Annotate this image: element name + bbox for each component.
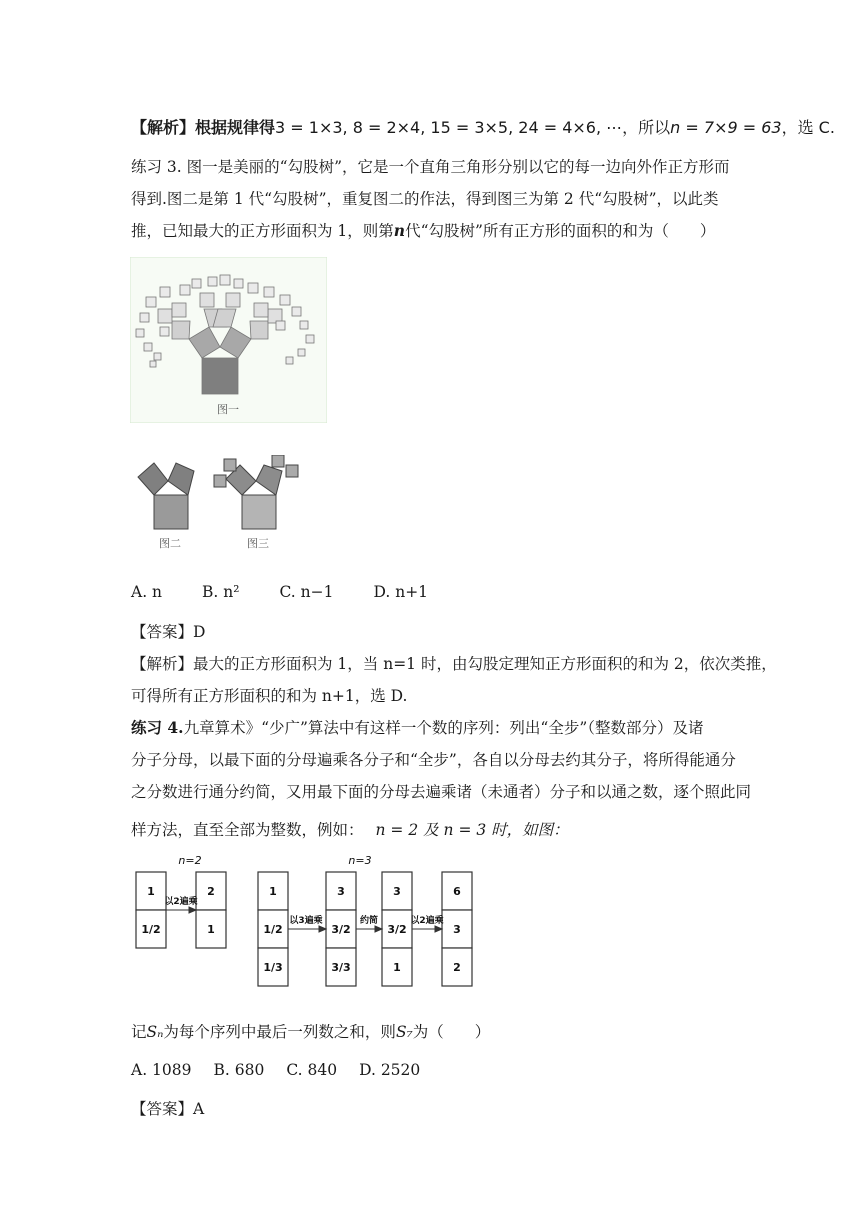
- ex3-analysis-1: 【解析】最大的正方形面积为 1，当 n=1 时，由勾股定理知正方形面积的和为 2，依次类推，: [131, 655, 777, 673]
- col-f-cell-2: 3: [453, 923, 461, 936]
- col-b-cell-1: 2: [207, 885, 215, 898]
- ex3-line-1: 练习 3. 图一是美丽的“勾股树”，它是一个直角三角形分别以它的每一边向外作正方形而: [131, 158, 730, 176]
- fig1-label: 图一: [217, 403, 239, 416]
- ex4-line-4a: 样方法，直至全部为整数，例如：: [131, 821, 364, 839]
- ex4-s7: S₇: [395, 1023, 413, 1041]
- ex4-line-1-text: 九章算术》“少广”算法中有这样一个数的序列：列出“全步”（整数部分）及诸: [183, 719, 704, 737]
- col-c-cell-1: 1: [269, 885, 277, 898]
- ex3-option-d: D. n+1: [373, 583, 429, 601]
- arrow-e-label: 以2遍乘: [410, 916, 444, 926]
- n2-label: n=2: [178, 854, 202, 867]
- ex3-option-b: B. n²: [202, 583, 240, 601]
- ex3-option-a: A. n: [131, 583, 163, 601]
- ex4-option-d: D. 2520: [359, 1061, 421, 1079]
- ex4-line-3: 之分数进行通分约简，又用最下面的分母去遍乘诸（未通者）分子和以通之数，逐个照此同: [131, 783, 752, 801]
- arrow-c-label: 以3遍乘: [289, 916, 323, 926]
- sequence-diagram: [130, 852, 480, 1002]
- analysis-prefix: 【解析】根据规律得: [131, 118, 276, 137]
- analysis-formula: 3 = 1×3, 8 = 2×4, 15 = 3×5, 24 = 4×6, ⋯: [275, 118, 623, 137]
- ex4-question: [131, 1022, 490, 1042]
- fig3-label: 图三: [247, 537, 269, 550]
- ex4-question-c: 为（ ）: [412, 1023, 491, 1041]
- ex4-question-b: 为每个序列中最后一列数之和，则: [163, 1023, 396, 1041]
- ex3-line-3b: 代“勾股树”所有正方形的面积的和为（ ）: [405, 222, 716, 240]
- ex4-question-a: 记: [131, 1023, 147, 1041]
- ex3-line-3a: 推，已知最大的正方形面积为 1，则第: [131, 222, 394, 240]
- ex4-option-a: A. 1089: [131, 1061, 192, 1079]
- col-e-cell-3: 1: [393, 961, 401, 974]
- analysis-suffix: ，选 C.: [781, 118, 835, 137]
- col-c-cell-2: 1/2: [263, 923, 283, 936]
- analysis-middle: ，所以: [622, 118, 671, 137]
- ex4-option-c: C. 840: [286, 1061, 338, 1079]
- col-e-cell-2: 3/2: [387, 923, 407, 936]
- ex3-answer: 【答案】D: [131, 623, 206, 641]
- col-b-cell-2: 1: [207, 923, 215, 936]
- col-d-cell-2: 3/2: [331, 923, 351, 936]
- col-e-cell-1: 3: [393, 885, 401, 898]
- arrow-d-label: 约简: [359, 916, 379, 926]
- analysis-result: n = 7×9 = 63: [670, 118, 782, 137]
- col-f-cell-3: 2: [453, 961, 461, 974]
- col-c-cell-3: 1/3: [263, 961, 283, 974]
- col-a-cell-2: 1/2: [141, 923, 161, 936]
- ex4-line-1: [131, 718, 704, 738]
- ex4-line-4: [131, 820, 569, 840]
- pythagoras-tree-figure-1: [130, 257, 327, 423]
- col-a-cell-1: 1: [147, 885, 155, 898]
- ex4-option-b: B. 680: [213, 1061, 265, 1079]
- col-d-cell-1: 3: [337, 885, 345, 898]
- ex4-sn: Sₙ: [146, 1023, 164, 1041]
- ex3-line-2: 得到.图二是第 1 代“勾股树”，重复图二的作法，得到图三为第 2 代“勾股树”，以此类: [131, 190, 719, 208]
- ex3-options: [131, 582, 468, 602]
- n3-label: n=3: [348, 854, 372, 867]
- ex4-options: [131, 1060, 460, 1080]
- ex4-title: 练习 4.: [131, 718, 184, 737]
- ex4-line-4b: n = 2 及 n = 3 时，如图：: [375, 821, 569, 839]
- pythagoras-tree-figures-2-3: [130, 455, 330, 555]
- ex3-analysis-2: 可得所有正方形面积的和为 n+1，选 D.: [131, 687, 408, 705]
- arrow-a-label: 以2遍乘: [164, 897, 198, 907]
- ex4-line-2: 分子分母，以最下面的分母遍乘各分子和“全步”，各自以分母去约其分子，将所得能通分: [131, 751, 736, 769]
- col-f-cell-1: 6: [453, 885, 461, 898]
- ex4-answer: 【答案】A: [131, 1100, 205, 1118]
- ex3-line-3: [131, 221, 715, 241]
- ex3-option-c: C. n−1: [279, 583, 334, 601]
- col-d-cell-3: 3/3: [331, 961, 351, 974]
- fig2-label: 图二: [159, 537, 181, 550]
- analysis-line-1: [131, 118, 835, 138]
- ex3-var-n: n: [393, 221, 406, 240]
